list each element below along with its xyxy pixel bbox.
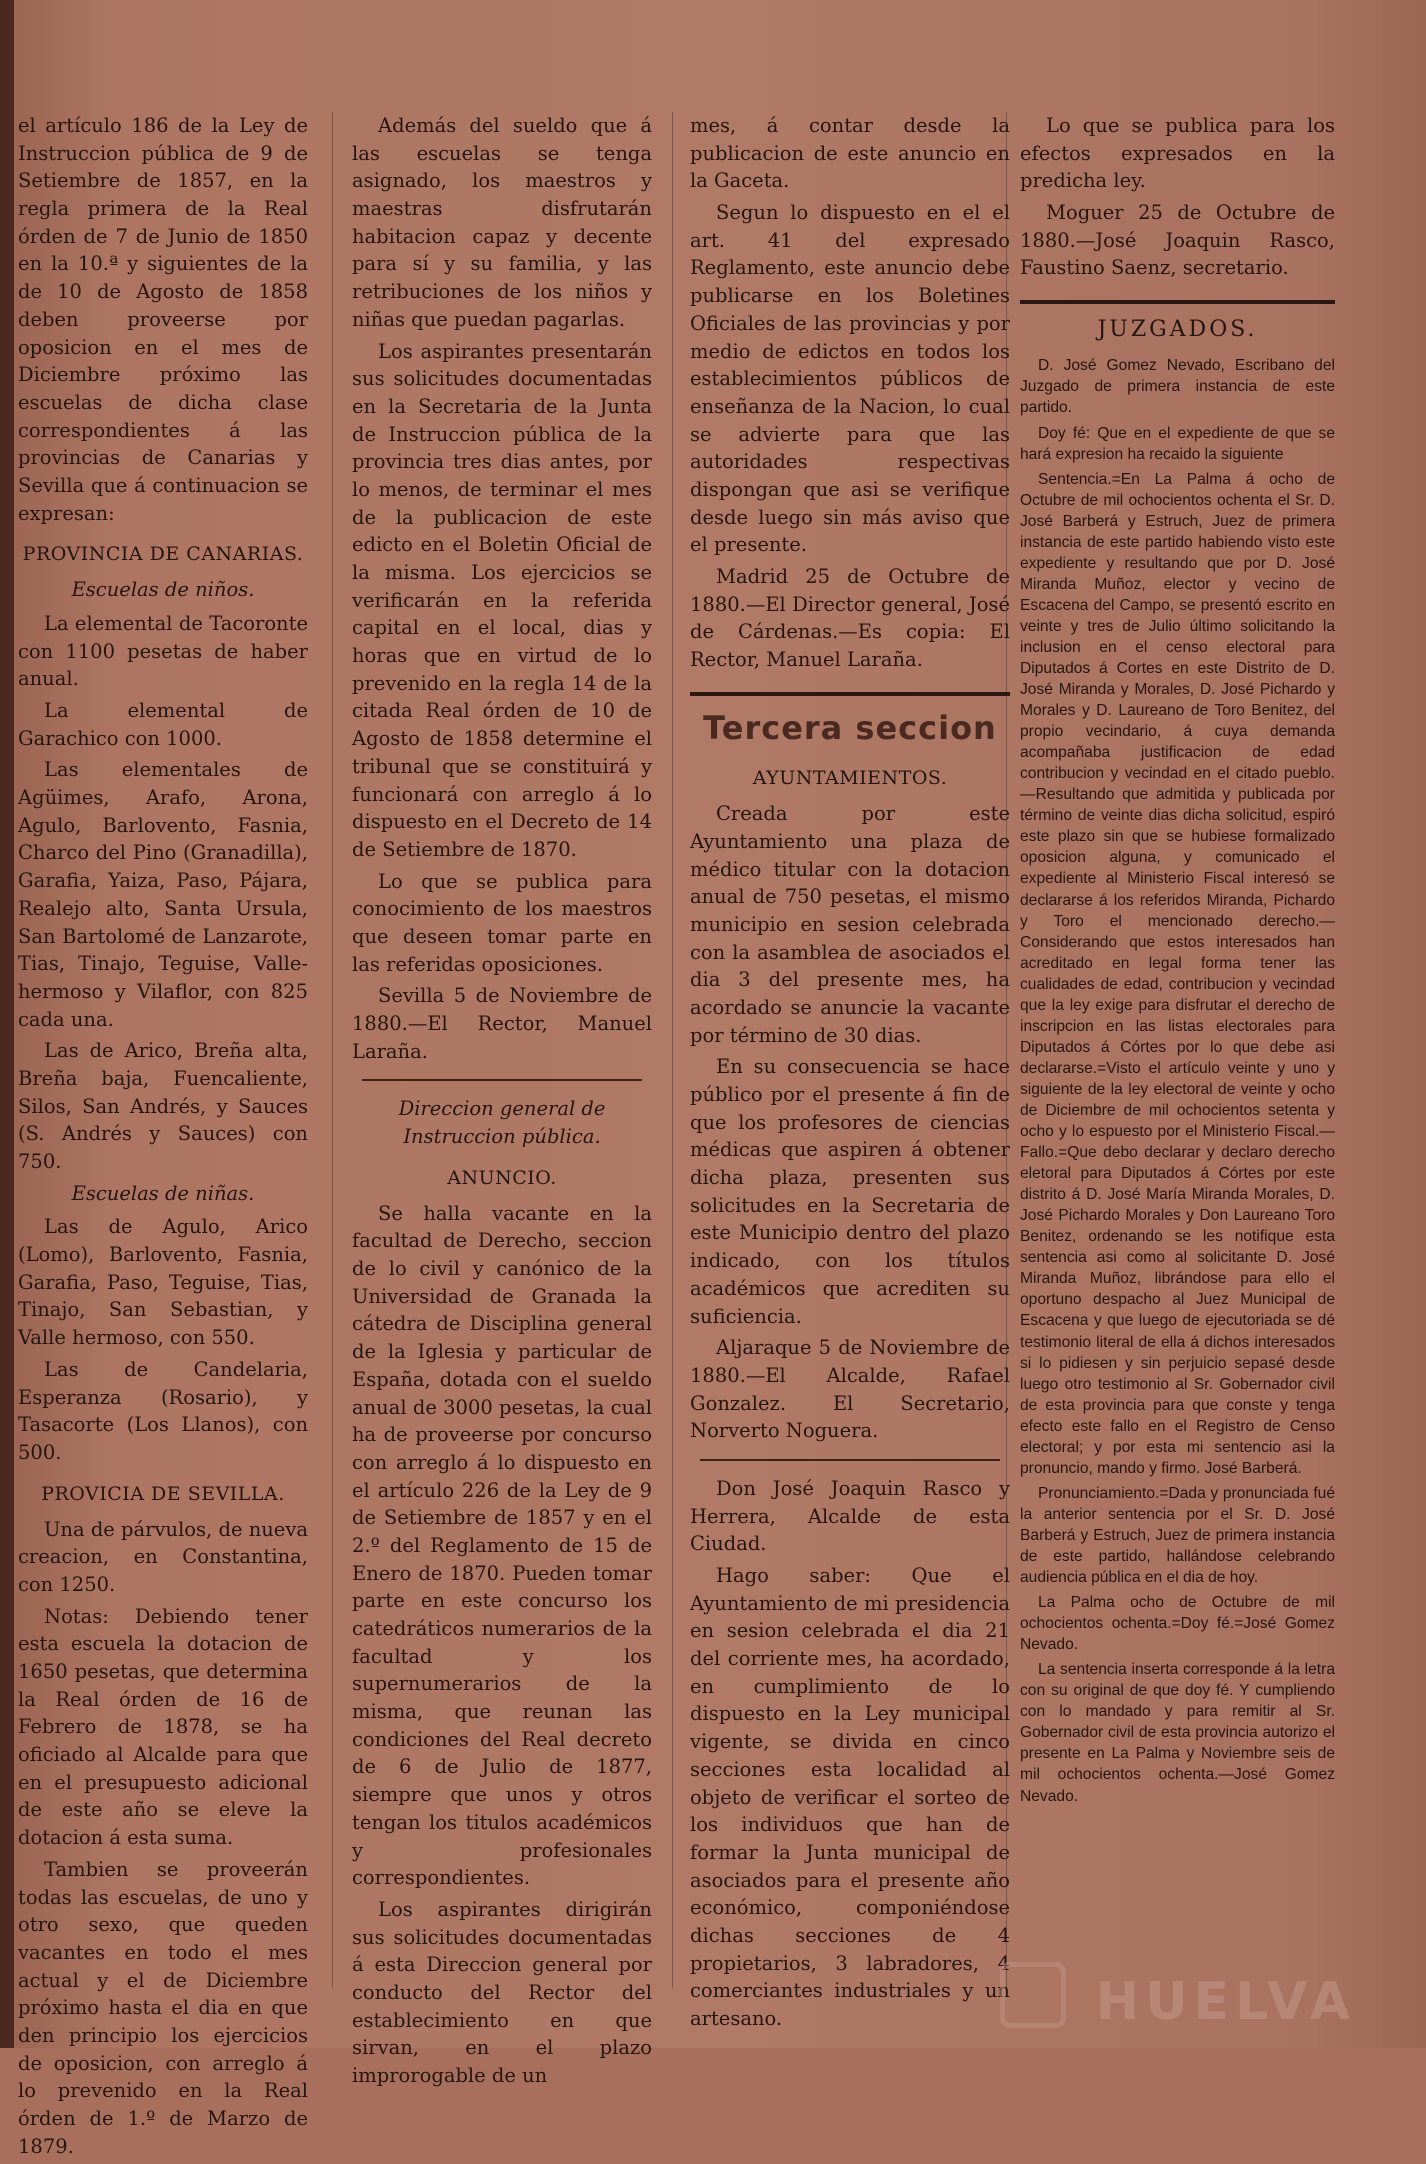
sub-heading: Escuelas de niñas. xyxy=(71,1181,255,1205)
paragraph: Creada por este Ayuntamiento una plaza de médico titular con la dotacion anual de 750 pesetas, el mismo municipio en sesion celebrada con la asamblea de asociados el dia 3 del presente mes, ha acordado se anuncie la vacante por término de 30 dias. xyxy=(690,802,1010,1047)
paragraph: mes, á contar desde la publicacion de este anuncio en la Gaceta. xyxy=(690,114,1010,193)
watermark: HUELVA xyxy=(1095,1972,1356,2032)
column-1 xyxy=(18,112,308,2164)
signature-line: Madrid 25 de Octubre de 1880.—El Director general, José de Cárdenas.—Es copia: El Rector, Manuel Laraña. xyxy=(690,565,1010,672)
paragraph: Los aspirantes dirigirán sus solicitudes documentadas á esta Direccion general por conducto del Rector del establecimiento en que sirvan, en el plazo improrogable de un xyxy=(352,1897,652,2088)
column-2 xyxy=(352,112,652,2094)
section-heading: PROVINCIA DE CANARIAS. xyxy=(22,543,304,566)
column-divider xyxy=(672,112,673,1988)
paragraph: Además del sueldo que á las escuelas se tenga asignado, los maestros y maestras disfrutarán habitacion capaz y decente para sí y su familia, y las retribuciones de los niños y niñas que puedan pagarlas. xyxy=(352,114,652,331)
section-heading: AYUNTAMIENTOS. xyxy=(752,767,948,790)
paragraph: Doy fé: Que en el expediente de que se hará expresion ha recaido la siguiente xyxy=(1020,424,1335,463)
divider xyxy=(690,692,1010,696)
section-heading: PROVICIA DE SEVILLA. xyxy=(41,1482,285,1505)
scan-edge xyxy=(0,0,14,2048)
divider xyxy=(700,1459,1000,1461)
paragraph: La elemental de Garachico con 1000. xyxy=(18,699,308,750)
sub-heading: Escuelas de niños. xyxy=(71,578,255,602)
paragraph: Tambien se proveerán todas las escuelas, de uno y otro sexo, que queden vacantes en todo el mes actual y el de Diciembre próximo hasta el dia en que den principio los ejercicios de oposicion, con arreglo á lo prevenido en la Real órden de 1.º de Marzo de 1879. xyxy=(18,1857,308,2158)
paragraph: Las de Agulo, Arico (Lomo), Barlovento, Fasnia, Garafia, Paso, Teguise, Tias, Tinajo, San Sebastian, y Valle hermoso, con 550. xyxy=(18,1215,308,1350)
paragraph: Pronunciamiento.=Dada y pronunciada fué la anterior sentencia por el Sr. D. José Barberá y Estruch, Juez de primera instancia de este partido, hallándose celebrando audiencia pública en el dia de hoy. xyxy=(1020,1484,1335,1587)
signature-line: Aljaraque 5 de Noviembre de 1880.—El Alcalde, Rafael Gonzalez. El Secretario, Norverto Noguera. xyxy=(690,1336,1010,1443)
column-4 xyxy=(1020,112,1335,1811)
paragraph: Notas: Debiendo tener esta escuela la dotacion de 1650 pesetas, que determina la Real órden de 16 de Febrero de 1878, se ha oficiado al Alcalde para que en el presupuesto adicional de este año se eleve la dotacion á esta suma. xyxy=(18,1604,308,1850)
paragraph: Las elementales de Agüimes, Arafo, Arona, Agulo, Barlovento, Fasnia, Charco del Pino (Granadilla), Garafia, Yaiza, Paso, Pájara, Realejo alto, Santa Ursula, San Bartolomé de Lanzarote, Tias, Tinajo, Teguise, Valle-hermoso y Vilaflor, con 825 cada una. xyxy=(18,758,308,1031)
paragraph: Hago saber: Que el Ayuntamiento de mi presidencia en sesion celebrada el dia 21 del corriente mes, ha acordado, en cumplimiento de lo dispuesto en la Ley municipal vigente, se divida en cinco secciones esta localidad al objeto de verificar el sorteo de los individuos que han de formar la Junta municipal de asociados para el presente año económico, componiéndose dichas secciones de 4 propietarios, 3 labradores, 4 comerciantes industriales y un artesano. xyxy=(690,1564,1010,2031)
paragraph: Lo que se publica para los efectos expresados en la predicha ley. xyxy=(1020,114,1335,193)
section-heading: Direccion general de Instruccion pública. xyxy=(398,1097,606,1149)
paragraph: Los aspirantes presentarán sus solicitudes documentadas en la Secretaria de la Junta de Instruccion pública de la provincia tres dias antes, por lo menos, de terminar el mes de la publicacion de este edicto en el Boletin Oficial de la misma. Los ejercicios se verificarán en la referida capital en el local, dias y horas que en virtud de lo prevenido en la regla 14 de la citada Real órden de 10 de Agosto de 1858 determine el tribunal que se constituirá y funcionará con arreglo á lo dispuesto en el Decreto de 14 de Setiembre de 1870. xyxy=(352,339,652,861)
paragraph: Lo que se publica para conocimiento de los maestros que deseen tomar parte en las referidas oposiciones. xyxy=(352,869,652,976)
paragraph: La elemental de Tacoronte con 1100 pesetas de haber anual. xyxy=(18,611,308,691)
paragraph: La sentencia inserta corresponde á la letra con su original de que doy fé. Y cumpliendo con lo mandado y para remitir al Sr. Gobernador civil de esta provincia autorizo el presente en La Palma y Noviembre seis de mil ochocientos ochenta.—José Gomez Nevado. xyxy=(1020,1661,1335,1805)
paragraph: Don José Joaquin Rasco y Herrera, Alcalde de esta Ciudad. xyxy=(690,1476,1010,1556)
paragraph: Se halla vacante en la facultad de Derecho, seccion de lo civil y canónico de la Universidad de Granada la cátedra de Disciplina general de la Iglesia y particular de España, dotada con el sueldo anual de 3000 pesetas, la cual ha de proveerse por concurso con arreglo á lo dispuesto en el artículo 226 de la Ley de 9 de Setiembre de 1857 y en el 2.º del Reglamento de 15 de Enero de 1870. Pueden tomar parte en este concurso los catedráticos numerarios de la facultad y los supernumerarios de la misma, que reunan las condiciones del Real decreto de 6 de Julio de 1877, siempre que unos y otros tengan los titulos académicos y profesionales correspondientes. xyxy=(352,1201,652,1890)
library-logo-icon xyxy=(1000,1962,1066,2028)
divider xyxy=(1020,300,1335,304)
paragraph: En su consecuencia se hace público por el presente á fin de que los profesores de ciencias médicas que aspiren á obtener dicha plaza, presenten sus solicitudes en la Secretaria de este Municipio dentro del plazo indicado, con los títulos académicos que acrediten su suficiencia. xyxy=(690,1055,1010,1328)
section-title: Tercera seccion xyxy=(703,708,997,747)
paragraph: Una de párvulos, de nueva creacion, en Constantina, con 1250. xyxy=(18,1517,308,1596)
paragraph: Las de Candelaria, Esperanza (Rosario), y Tasacorte (Los Llanos), con 500. xyxy=(18,1357,308,1464)
paragraph: La Palma ocho de Octubre de mil ochocientos ochenta.=Doy fé.=José Gomez Nevado. xyxy=(1020,1594,1335,1654)
divider xyxy=(362,1079,642,1081)
signature-line: Sevilla 5 de Noviembre de 1880.—El Rector, Manuel Laraña. xyxy=(352,984,652,1063)
signature-line: Moguer 25 de Octubre de 1880.—José Joaquin Rasco, Faustino Saenz, secretario. xyxy=(1020,201,1335,280)
section-heading: ANUNCIO. xyxy=(447,1166,557,1189)
section-heading: JUZGADOS. xyxy=(1097,317,1258,343)
column-3 xyxy=(690,112,1010,2037)
paragraph: el artículo 186 de la Ley de Instruccion pública de 9 de Setiembre de 1857, en la regla primera de la Real órden de 7 de Junio de 1850 en la 10.ª y siguientes de la de 10 de Agosto de 1858 deben proveerse por oposicion en el mes de Diciembre próximo las escuelas de dicha clase correspondientes á las provincias de Canarias y Sevilla que á continuacion se expresan: xyxy=(18,114,308,525)
paragraph: Sentencia.=En La Palma á ocho de Octubre de mil ochocientos ochenta el Sr. D. José Barberá y Estruch, Juez de primera instancia de este partido habiendo visto este expediente y resultando que por D. José Miranda Muñoz, elector y vecino de Escacena del Campo, se presentó escrito en veinte y tres de Julio último solicitando la inclusion en el censo electoral para Diputados á Cortes en este Distrito de D. José Miranda y Morales, D. José Pichardo y Morales y D. Laureano de Toro Benitez, del propio vecindario, á cuya demanda acompañaba justificacion de edad contribucion y vecindad en el citado pueblo.—Resultando que admitida y publicada por término de veinte dias dicha solicitud, espiró este plazo sin que se hubiese formalizado oposicion alguna, y comunicado el expediente al Ministerio Fiscal interesó se declararse á los referidos Miranda, Pichardo y Toro el mencionado derecho.—Considerando que estos interesados han acreditado en legal forma tener las cualidades de edad, contribucion y vecindad que la ley exige para disfrutar el derecho de inscripcion en las listas electorales para Diputados á Córtes por lo que debe asi declararse.=Visto el artículo veinte y uno y siguiente de la ley electoral de veinte y ocho de Diciembre de mil ochocientos setenta y ocho y lo espuesto por el Ministerio Fiscal.—Fallo.=Que debo declarar y declaro derecho eletoral para Diputados á Córtes por este distrito á D. José María Miranda Morales, D. José Pichardo Morales y Don Laureano Toro Benitez, ordenando se les notifique esta sentencia asi como al solicitante D. José Miranda Muñoz, librándose para ello el oportuno despacho al Juez Municipal de Escacena y que luego de ejecutoriada se dé testimonio literal de ella á dichos interesados si lo pidiesen y sin perjuicio sepasé desde luego otro testimonio al Sr. Gobernador civil de esta provincia para que conste y tenga efecto este fallo en el Registro de Censo electoral; y por esta mi sentencio asi la pronuncio, mando y firmo. José Barberá. xyxy=(1020,470,1335,1477)
paragraph: Las de Arico, Breña alta, Breña baja, Fuencaliente, Silos, San Andrés, y Sauces (S. Andrés y Sauces) con 750. xyxy=(18,1039,308,1174)
paragraph: Segun lo dispuesto en el el art. 41 del expresado Reglamento, este anuncio debe publicarse en los Boletines Oficiales de las provincias y por medio de edictos en todos los establecimientos públicos de enseñanza de la Nacion, lo cual se advierte para que las autoridades respectivas dispongan que asi se verifique desde luego sin más aviso que el presente. xyxy=(690,201,1010,557)
column-divider xyxy=(332,112,333,1988)
paragraph: D. José Gomez Nevado, Escribano del Juzgado de primera instancia de este partido. xyxy=(1020,357,1335,417)
court-notice xyxy=(1020,355,1335,1806)
